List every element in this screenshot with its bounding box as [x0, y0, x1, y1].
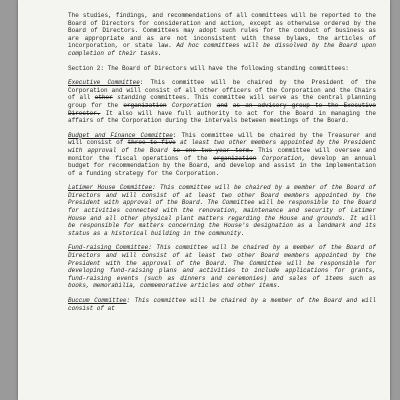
budget-strike-2: to one two-year term. [172, 146, 254, 154]
executive-text-4: It also will have full authority to act for the Board in managing the affairs of the Corporation during the intervals between meetings of the Board. [68, 109, 376, 125]
executive-insert-1: standing [117, 94, 146, 102]
section-2-text: Section 2: The Board of Directors will have the following standing committees: [68, 64, 349, 72]
budget-text-2: This committee will oversee and monitor the fiscal operations of the [68, 146, 376, 162]
executive-committee-title: Executive Committee [68, 79, 140, 87]
executive-strike-and: and [216, 101, 228, 109]
fundraising-committee-title: Fund-raising Committee [68, 244, 149, 252]
intro-text: The studies, findings, and recommendations of all committees will be reported to the Board of Directors for consideration and action, except as otherwise ordered by the Board of Directors. Committees may adopt such rules for the conduct of business as are appropriate and as are not inconsistent with these bylaws, the articles of incorporation, or state law. [68, 12, 376, 50]
intro-paragraph [58, 12, 376, 58]
latimer-committee-paragraph [58, 184, 376, 237]
buccum-committee-title: Buccum Committee [68, 297, 127, 304]
executive-strike-3: as an advisory group to the Executive Director. [68, 101, 376, 117]
budget-committee-paragraph [58, 132, 376, 178]
executive-text-2: committees. This committee will serve as the central planning group for the [68, 94, 376, 109]
document-page [18, 0, 390, 400]
executive-insert-2: Corporation [171, 101, 212, 109]
budget-insert-1: at least two other members appointed by the President with approval of the Board [68, 139, 376, 154]
intro-italic-tail: Ad hoc committees will be dissolved by the Board upon completion of their tasks. [68, 42, 376, 57]
executive-strike-2: organization [123, 101, 167, 109]
document-body [58, 12, 376, 319]
latimer-text: : This committee will be chaired by a member of the Board of Directors and will consist of at least two other Board members appointed by the President with approval of the Board. The Committee will be responsible to the Board for activities connected with the renovation, maintenance and security of Latimer House and all other physical plant matters regarding the House and grounds. It will be responsible for matters concerning the House's designation as a landmark and its status as a historical building in the community. [68, 184, 376, 237]
latimer-committee-title: Latimer House Committee [68, 184, 153, 192]
fundraising-text: : This committee will be chaired by a member of the Board of Directors and will consist of at least two other Board members appointed by the President with the approval of the Board. The Committee will be responsible for developing fund-raising plans and activities to include applications for grants, fund-raising events (such as dinners and ceremonies) and sales of items such as books, memorabilia, commemorative articles and other items. [68, 244, 376, 290]
budget-text-3: , develop an annual budget for recommendation by the Board, and develop and assist in the implementation of a funding strategy for the Corporation. [68, 154, 376, 177]
budget-strike-1: three to five [127, 139, 176, 147]
budget-text-1: : This committee will be chaired by the Treasurer and will consist of [68, 131, 376, 147]
buccum-committee-paragraph [58, 297, 376, 312]
budget-committee-title: Budget and Finance Committee [68, 131, 173, 139]
fundraising-committee-paragraph [58, 244, 376, 290]
executive-strike-1: other [94, 94, 113, 102]
executive-committee-paragraph [58, 79, 376, 125]
executive-text-1: : This committee will be chaired by the President of the Corporation and will consist of all other officers of the Corporation and the Chairs of all [68, 79, 376, 102]
section-2-paragraph [58, 65, 376, 73]
budget-strike-3: organization [213, 154, 257, 162]
budget-insert-2: Corporation [261, 154, 302, 162]
buccum-text: : This committee will be chaired by a member of the Board and will consist of at [68, 297, 377, 312]
